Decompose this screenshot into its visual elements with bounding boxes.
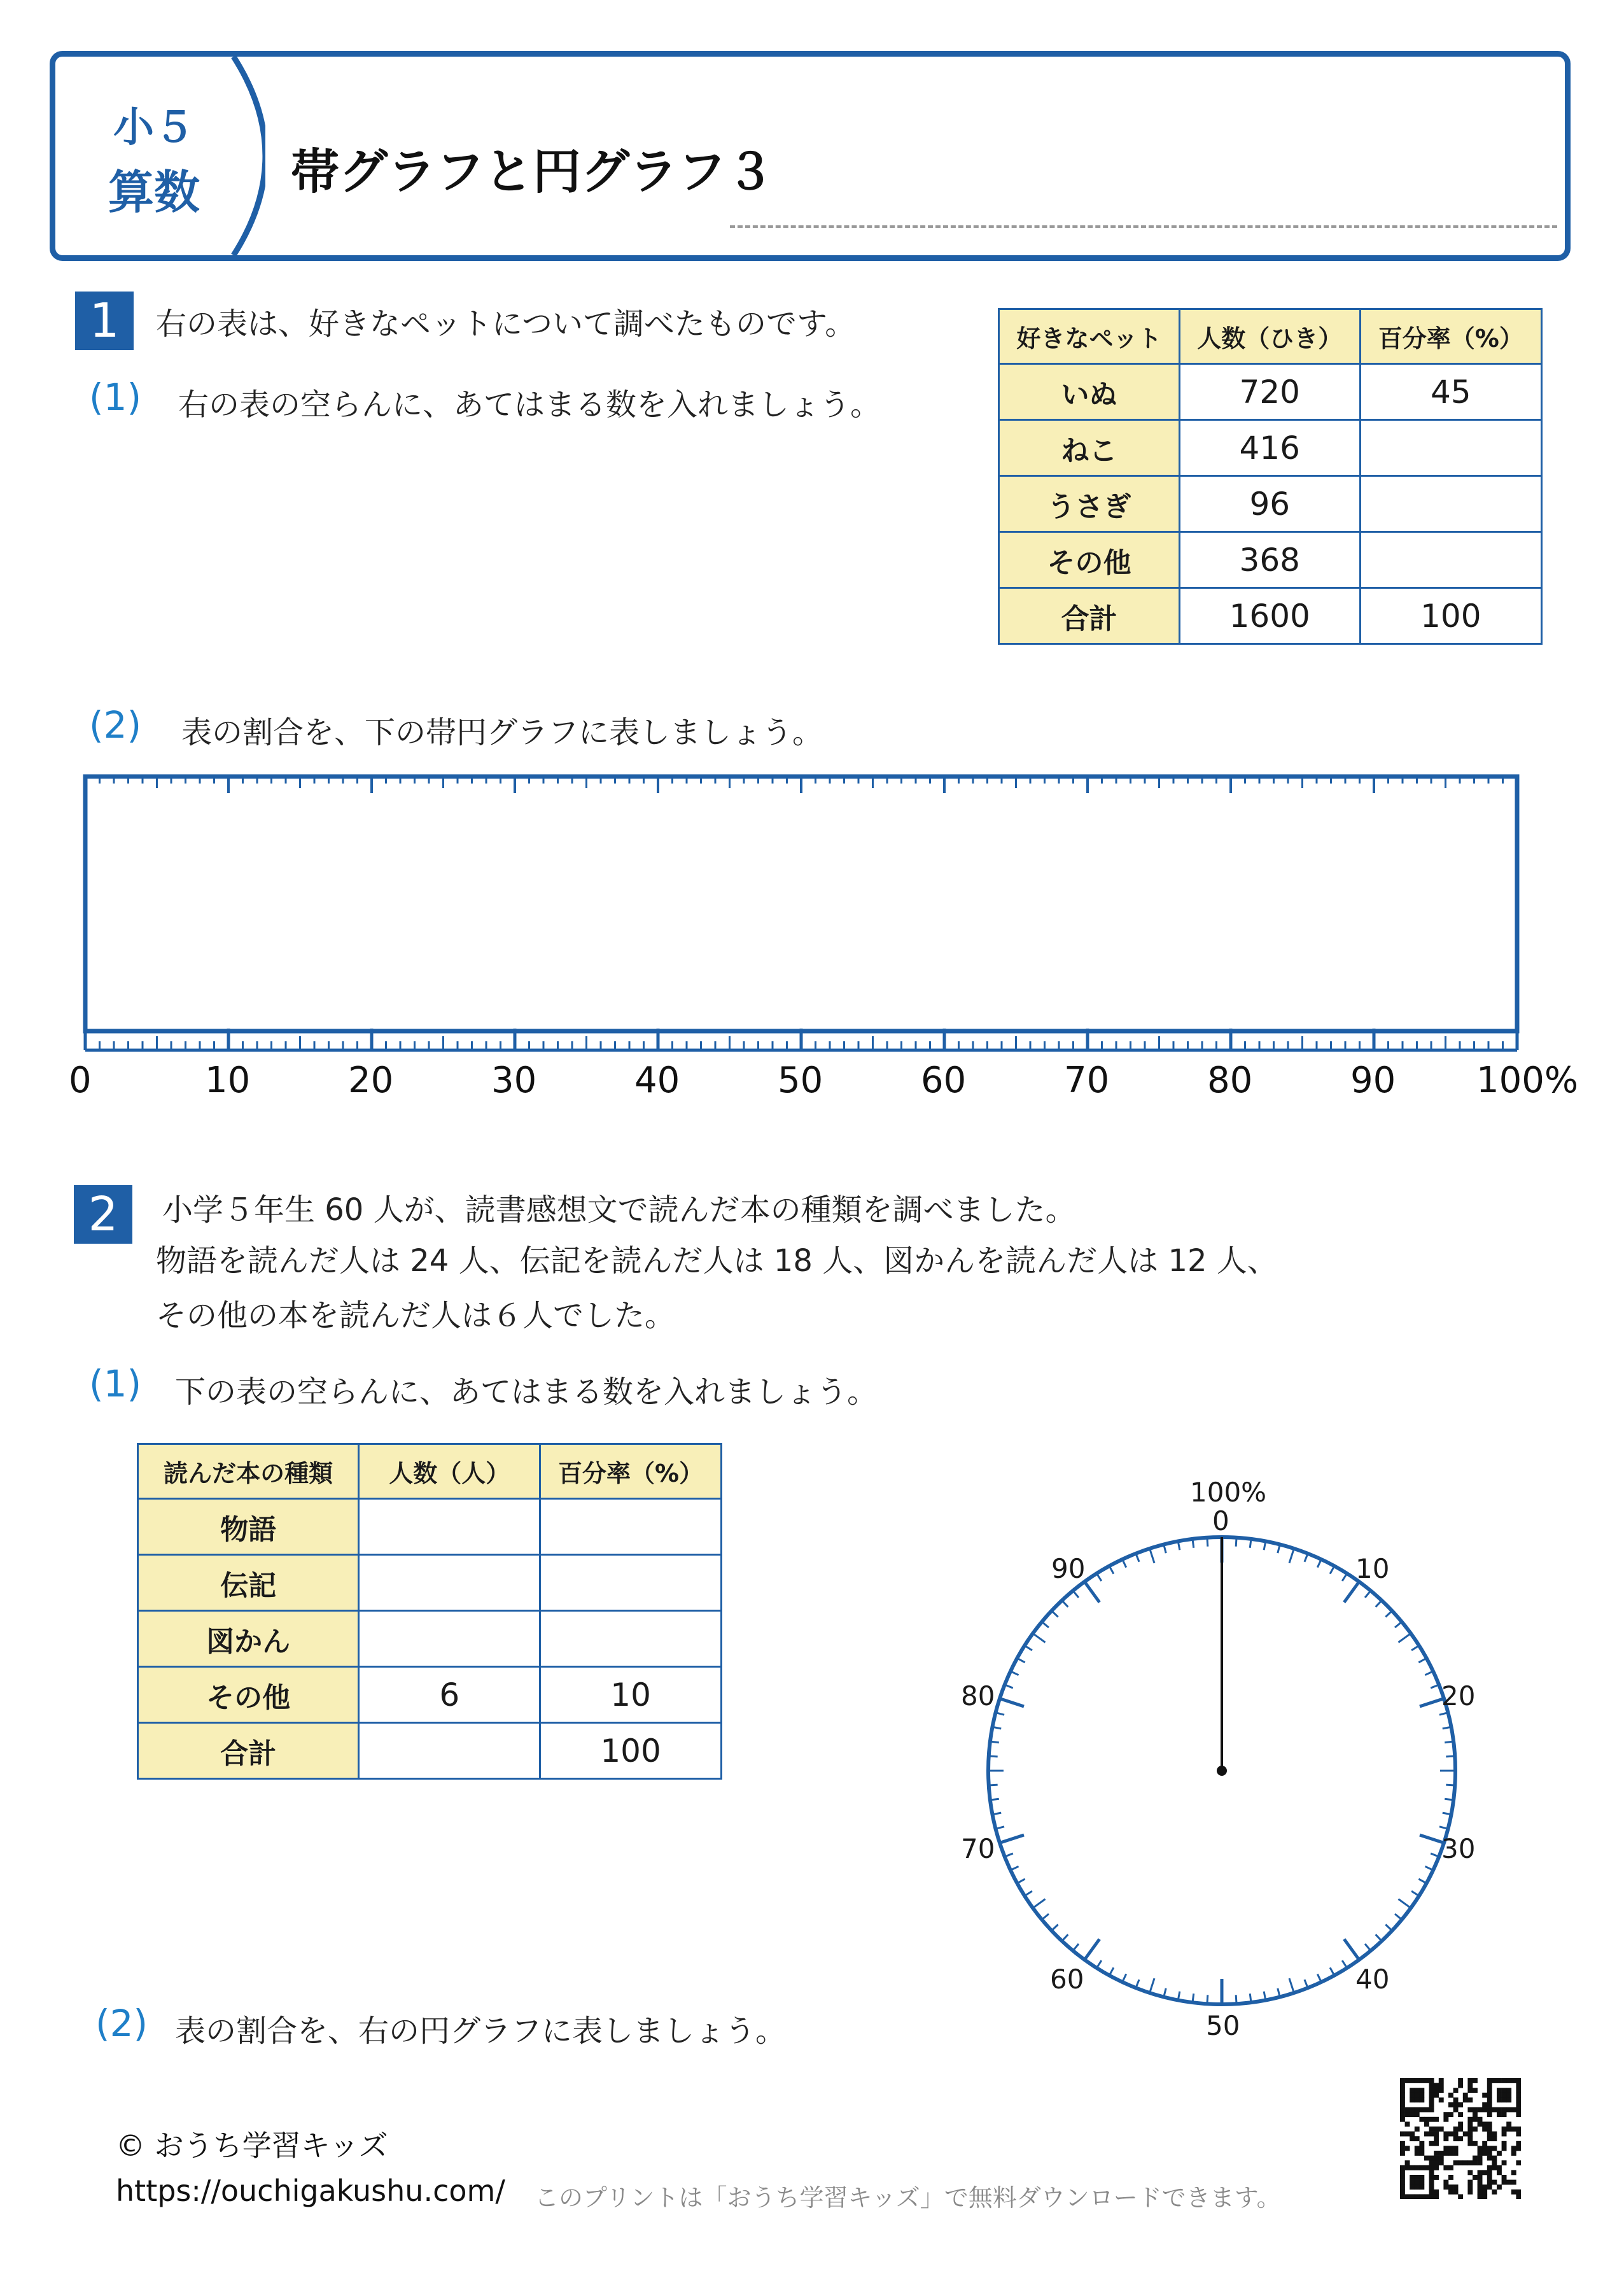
- scale-label: 60: [921, 1060, 967, 1101]
- band-graph[interactable]: [76, 764, 1540, 1063]
- q1-part2-label: (2): [89, 703, 142, 747]
- book-count[interactable]: 6: [359, 1667, 540, 1723]
- pet-label: ねこ: [999, 420, 1180, 476]
- circle-label-50: 50: [1206, 2010, 1240, 2041]
- grade-label: 小５: [113, 104, 195, 151]
- table-row: [138, 1499, 722, 1555]
- circle-tick: [1445, 1799, 1453, 1800]
- q2-line2: 物語を読んだ人は 24 人、伝記を読んだ人は 18 人、図かんを読んだ人は 12 人、: [156, 1243, 1278, 1279]
- qr-code[interactable]: [1400, 2078, 1521, 2199]
- table-row: [999, 476, 1542, 532]
- book-percent[interactable]: [540, 1555, 722, 1611]
- table-row: [138, 1667, 722, 1723]
- circle-label-20: 20: [1441, 1680, 1476, 1712]
- question-number-1: 1: [75, 292, 134, 350]
- pet-label: その他: [999, 532, 1180, 588]
- book-table-header: 百分率（%）: [540, 1444, 722, 1499]
- book-table: [137, 1443, 722, 1780]
- circle-tick: [1207, 1995, 1208, 2004]
- scale-label: 80: [1207, 1060, 1253, 1101]
- circle-tick: [989, 1756, 998, 1757]
- table-row: [999, 588, 1542, 644]
- worksheet-header: [50, 51, 1571, 261]
- center-dot: [1217, 1766, 1227, 1776]
- pet-count[interactable]: 96: [1179, 476, 1360, 532]
- pet-percent[interactable]: 45: [1360, 364, 1541, 420]
- pet-label: うさぎ: [999, 476, 1180, 532]
- circle-label-40: 40: [1355, 1964, 1390, 1995]
- book-percent[interactable]: [540, 1611, 722, 1667]
- scale-label: 40: [634, 1060, 680, 1101]
- q1-part2-text: 表の割合を、下の帯円グラフに表しましょう。: [181, 715, 823, 750]
- book-count[interactable]: [359, 1555, 540, 1611]
- pet-label: 合計: [999, 588, 1180, 644]
- scale-label: 90: [1350, 1060, 1396, 1101]
- q2-part2-label: (2): [95, 2002, 148, 2045]
- circle-tick: [1250, 1539, 1251, 1548]
- book-label: 物語: [138, 1499, 359, 1555]
- book-count[interactable]: [359, 1723, 540, 1779]
- table-row: [138, 1555, 722, 1611]
- circle-label-30: 30: [1441, 1833, 1476, 1864]
- question-number-2: 2: [74, 1185, 132, 1244]
- table-row: [999, 420, 1542, 476]
- scale-label: 0: [69, 1060, 92, 1101]
- circle-label-60: 60: [1050, 1964, 1084, 1995]
- book-label: 伝記: [138, 1555, 359, 1611]
- book-label: 合計: [138, 1723, 359, 1779]
- pet-count[interactable]: 368: [1179, 532, 1360, 588]
- circle-tick: [1446, 1756, 1455, 1757]
- circle-label-10: 10: [1355, 1553, 1390, 1584]
- q1-part1-text: 右の表の空らんに、あてはまる数を入れましょう。: [178, 387, 881, 423]
- footer-note: このプリントは「おうち学習キッズ」で無料ダウンロードできます。: [535, 2184, 1281, 2212]
- q1-intro: 右の表は、好きなペットについて調べたものです。: [156, 306, 856, 342]
- q2-part1-text: 下の表の空らんに、あてはまる数を入れましょう。: [175, 1374, 878, 1410]
- book-percent[interactable]: 100: [540, 1723, 722, 1779]
- pet-table-header: 人数（ひき）: [1179, 309, 1360, 364]
- circle-label-90: 90: [1051, 1553, 1086, 1584]
- book-count[interactable]: [359, 1499, 540, 1555]
- footer-copyright: © おうち学習キッズ: [116, 2128, 388, 2163]
- circle-tick: [990, 1741, 999, 1743]
- circle-graph[interactable]: [935, 1464, 1508, 2037]
- circle-tick: [1193, 1539, 1194, 1548]
- circle-tick: [1193, 1993, 1194, 2002]
- circle-label-0: 0: [1212, 1505, 1229, 1536]
- book-label: 図かん: [138, 1611, 359, 1667]
- book-table-header: 人数（人）: [359, 1444, 540, 1499]
- scale-label: 50: [778, 1060, 823, 1101]
- pet-table-header: 好きなペット: [999, 309, 1180, 364]
- circle-label-100: 100%: [1190, 1477, 1267, 1508]
- book-table-header: 読んだ本の種類: [138, 1444, 359, 1499]
- subject-label: 算数: [108, 165, 200, 219]
- pet-table: [998, 308, 1543, 645]
- pet-table-header: 百分率（%）: [1360, 309, 1541, 364]
- table-row: [999, 364, 1542, 420]
- q2-line1: 小学５年生 60 人が、読書感想文で読んだ本の種類を調べました。: [162, 1192, 1076, 1228]
- pet-label: いぬ: [999, 364, 1180, 420]
- table-row: [999, 532, 1542, 588]
- scale-label: 70: [1064, 1060, 1110, 1101]
- q2-line3: その他の本を読んだ人は６人でした。: [156, 1298, 676, 1333]
- footer-url[interactable]: https://ouchigakushu.com/: [116, 2174, 505, 2208]
- table-row: [138, 1723, 722, 1779]
- scale-label: 10: [205, 1060, 251, 1101]
- q1-part1-label: (1): [89, 376, 142, 419]
- book-percent[interactable]: [540, 1499, 722, 1555]
- book-count[interactable]: [359, 1611, 540, 1667]
- circle-tick: [1445, 1741, 1453, 1743]
- pet-count[interactable]: 416: [1179, 420, 1360, 476]
- scale-label: 100%: [1476, 1060, 1579, 1101]
- q2-part1-label: (1): [89, 1362, 142, 1405]
- circle-tick: [1207, 1538, 1208, 1547]
- scale-label: 30: [491, 1060, 537, 1101]
- scale-label: 20: [348, 1060, 394, 1101]
- circle-label-70: 70: [961, 1833, 995, 1864]
- q2-part2-text: 表の割合を、右の円グラフに表しましょう。: [175, 2013, 787, 2049]
- pet-count[interactable]: 1600: [1179, 588, 1360, 644]
- book-percent[interactable]: 10: [540, 1667, 722, 1723]
- table-row: [138, 1611, 722, 1667]
- circle-tick: [1250, 1993, 1251, 2002]
- pet-percent[interactable]: 100: [1360, 588, 1541, 644]
- book-label: その他: [138, 1667, 359, 1723]
- page-title: 帯グラフと円グラフ３: [291, 143, 774, 200]
- pet-percent[interactable]: [1360, 476, 1541, 532]
- circle-label-80: 80: [961, 1680, 995, 1712]
- circle-tick: [990, 1799, 999, 1800]
- pet-count[interactable]: 720: [1179, 364, 1360, 420]
- pet-percent[interactable]: [1360, 532, 1541, 588]
- name-line: [730, 225, 1557, 228]
- pet-percent[interactable]: [1360, 420, 1541, 476]
